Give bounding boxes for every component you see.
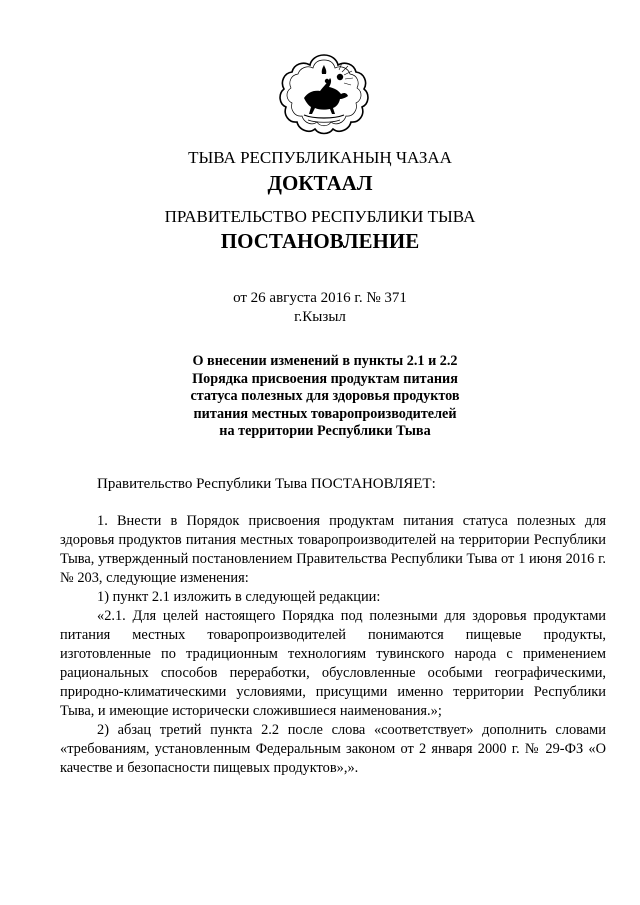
tyva-document-type: ДОКТААЛ — [267, 171, 373, 195]
tuva-coat-of-arms-icon — [278, 52, 370, 136]
heading-line: О внесении изменений в пункты 2.1 и 2.2 — [192, 353, 458, 369]
document-body — [60, 512, 606, 778]
heading-line: питания местных товаропроизводителей — [193, 405, 457, 422]
heading-line: статуса полезных для здоровья продуктов — [190, 388, 460, 405]
heading-line: Порядка присвоения продуктам питания — [192, 370, 458, 387]
tyva-government-title: ТЫВА РЕСПУБЛИКАНЫҢ ЧАЗАА — [188, 148, 452, 167]
document-date-number: от 26 августа 2016 г. № 371 — [233, 290, 407, 306]
body-paragraph: 1) пункт 2.1 изложить в следующей редакции: — [97, 589, 381, 605]
resolution-statement: Правительство Республики Тыва ПОСТАНОВЛЯЕТ: — [97, 476, 436, 492]
russian-government-title: ПРАВИТЕЛЬСТВО РЕСПУБЛИКИ ТЫВА — [164, 207, 476, 226]
document-heading — [160, 353, 490, 441]
body-paragraph: 1. Внести в Порядок присвоения продуктам питания статуса полезных для здоровья продуктов питания местных товаропроизводителей на территории Республики Тыва, утвержденный постановлением Правительства Республики Тыва от 1 июня 2016 г. № 203, следующие изменения: — [60, 513, 606, 586]
heading-line: на территории Республики Тыва — [219, 423, 431, 440]
body-paragraph: «2.1. Для целей настоящего Порядка под полезными для здоровья продуктами питания местных товаропроизводителей понимаются пищевые продукты, изготовленные по традиционным технологиям тувинского народа с применением рациональных способов переработки, обусловленные особыми географическими, природно-климатическими условиями, присущими именно территории Республики Тыва, и имеющие исторически сложившиеся наименования.»; — [60, 608, 606, 719]
body-paragraph: 2) абзац третий пункта 2.2 после слова «соответствует» дополнить словами «требованиям, установленным Федеральным законом от 2 января 2000 г. № 29-ФЗ «О качестве и безопасности пищевых продуктов»,». — [60, 722, 606, 776]
document-city: г.Кызыл — [294, 309, 346, 325]
russian-document-type: ПОСТАНОВЛЕНИЕ — [220, 229, 420, 253]
